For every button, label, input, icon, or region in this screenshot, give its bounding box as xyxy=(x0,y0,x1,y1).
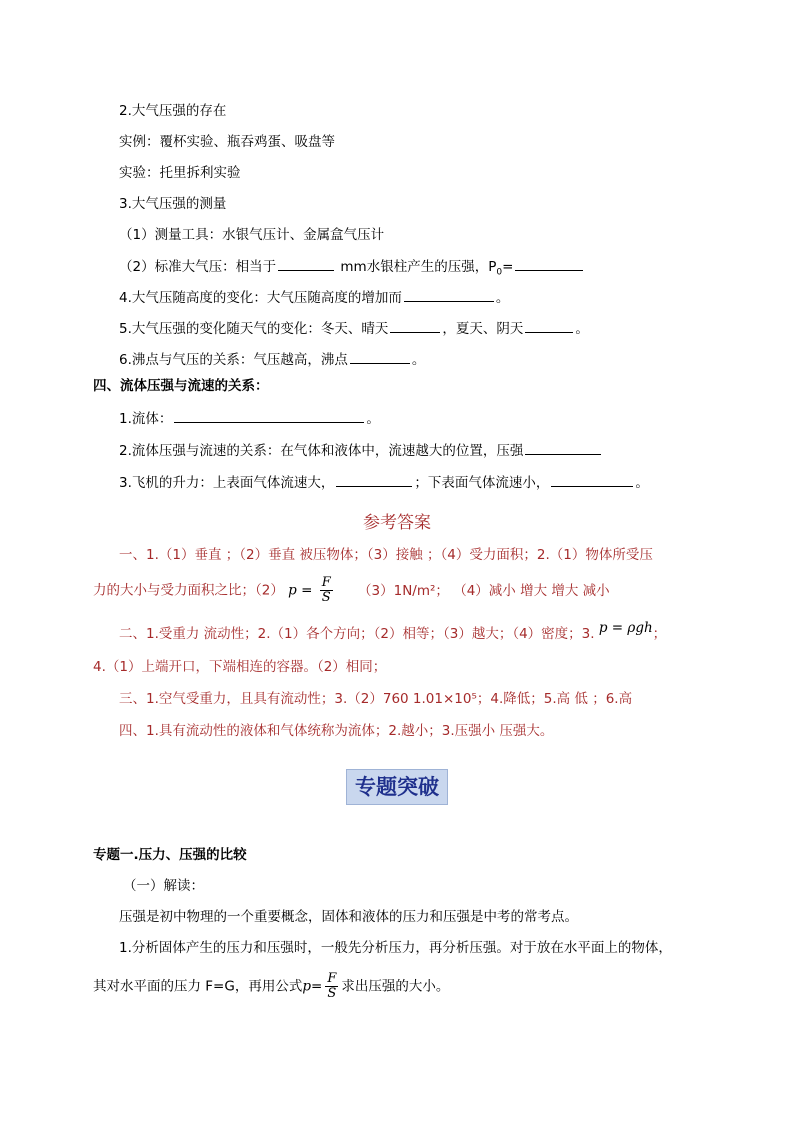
fill-blank[interactable] xyxy=(525,318,573,333)
formula-symbol: = xyxy=(301,582,313,599)
text-segment: 6.沸点与气压的关系：气压越高，沸点 xyxy=(119,352,348,368)
text-segment: 二、1.受重力 流动性；2.（1）各个方向；（2）相等；（3）越大；（4）密度；3. xyxy=(119,626,595,642)
text-segment: 。 xyxy=(411,352,426,368)
text-segment: 力的大小与受力面积之比；（2） xyxy=(93,582,284,599)
formula: p = ρgh xyxy=(598,620,653,636)
text-line: 实例：覆杯实验、瓶吞鸡蛋、吸盘等 xyxy=(119,134,335,150)
formula-symbol: p xyxy=(288,582,297,599)
fraction-denominator: S xyxy=(321,590,331,605)
answer-line: 三、1.空气受重力，且具有流动性；3.（2）760 1.01×10⁵；4.降低；5.高 低 ；6.高 xyxy=(119,691,633,707)
fill-blank[interactable] xyxy=(525,440,601,455)
answer-line xyxy=(119,620,667,644)
topic-heading: 专题一.压力、压强的比较 xyxy=(93,847,247,863)
fill-blank[interactable] xyxy=(174,408,364,423)
fraction-denominator: S xyxy=(327,986,337,1001)
text-line xyxy=(119,287,509,308)
text-segment: 。 xyxy=(495,290,510,306)
fill-blank[interactable] xyxy=(336,472,412,487)
text-line xyxy=(119,349,425,370)
text-segment: 5.大气压强的变化随天气的变化：冬天、晴天 xyxy=(119,321,389,337)
text-segment: 。 xyxy=(635,475,649,491)
text-segment: 2.流体压强与流速的关系：在气体和液体中，流速越大的位置，压强 xyxy=(119,443,524,459)
text-line xyxy=(119,408,380,429)
text-line xyxy=(119,318,589,339)
text-line xyxy=(119,440,603,461)
formula-fraction xyxy=(320,576,333,605)
fraction-numerator: F xyxy=(327,971,337,986)
text-segment: = xyxy=(502,259,514,275)
text-segment: ；下表面气体流速小， xyxy=(414,475,550,491)
text-line xyxy=(119,256,585,283)
text-segment: （3）1N/m²； （4）减小 增大 增大 减小 xyxy=(358,582,610,599)
fill-blank[interactable] xyxy=(350,349,410,364)
fill-blank[interactable] xyxy=(551,472,633,487)
text-line xyxy=(93,972,449,1000)
fill-blank[interactable] xyxy=(390,318,440,333)
fill-blank[interactable] xyxy=(515,256,583,271)
text-line xyxy=(119,472,649,493)
text-segment: 其对水平面的压力 F=G，再用公式 xyxy=(93,978,303,995)
answer-line: 四、1.具有流动性的液体和气体统称为流体；2.越小；3.压强小 压强大。 xyxy=(119,723,554,739)
text-segment: 3.飞机的升力：上表面气体流速大， xyxy=(119,475,335,491)
text-line: （1）测量工具：水银气压计、金属盒气压计 xyxy=(119,227,385,243)
text-line: （一）解读： xyxy=(123,878,204,894)
text-segment: ； xyxy=(652,626,667,642)
section-heading: 四、流体压强与流速的关系： xyxy=(93,378,269,394)
fill-blank[interactable] xyxy=(278,256,334,271)
text-segment: 。 xyxy=(575,321,589,337)
answer-line: 一、1.（1）垂直 ；（2）垂直 被压物体；（3）接触 ；（4）受力面积；2.（1）物体所受压 xyxy=(119,547,653,563)
text-line: 3.大气压强的测量 xyxy=(119,196,227,212)
answer-line xyxy=(93,576,610,604)
section-banner: 专题突破 xyxy=(346,769,448,805)
answer-line: 4.（1）上端开口，下端相连的容器。（2）相同； xyxy=(93,659,387,675)
text-segment: ，夏天、阴天 xyxy=(442,321,524,337)
formula-symbol: p xyxy=(302,978,311,995)
text-line: 1.分析固体产生的压力和压强时，一般先分析压力，再分析压强。对于放在水平面上的物体， xyxy=(119,940,672,956)
text-segment: 1.流体： xyxy=(119,411,173,427)
text-line: 实验：托里拆利实验 xyxy=(119,165,241,181)
text-line: 2.大气压强的存在 xyxy=(119,103,227,119)
text-segment: 求出压强的大小。 xyxy=(341,978,450,995)
fill-blank[interactable] xyxy=(404,287,494,302)
text-segment: 4.大气压随高度的变化：大气压随高度的增加而 xyxy=(119,290,402,306)
subscript: 0 xyxy=(496,267,503,278)
text-segment: （2）标准大气压：相当于 xyxy=(119,259,277,275)
fraction-numerator: F xyxy=(321,575,331,590)
text-line: 压强是初中物理的一个重要概念，固体和液体的压力和压强是中考的常考点。 xyxy=(119,909,578,925)
text-segment: mm水银柱产生的压强，P xyxy=(340,259,497,275)
answers-title: 参考答案 xyxy=(363,513,431,533)
text-segment: 。 xyxy=(366,411,380,427)
formula-fraction xyxy=(325,972,338,1001)
formula-symbol: = xyxy=(311,978,323,995)
